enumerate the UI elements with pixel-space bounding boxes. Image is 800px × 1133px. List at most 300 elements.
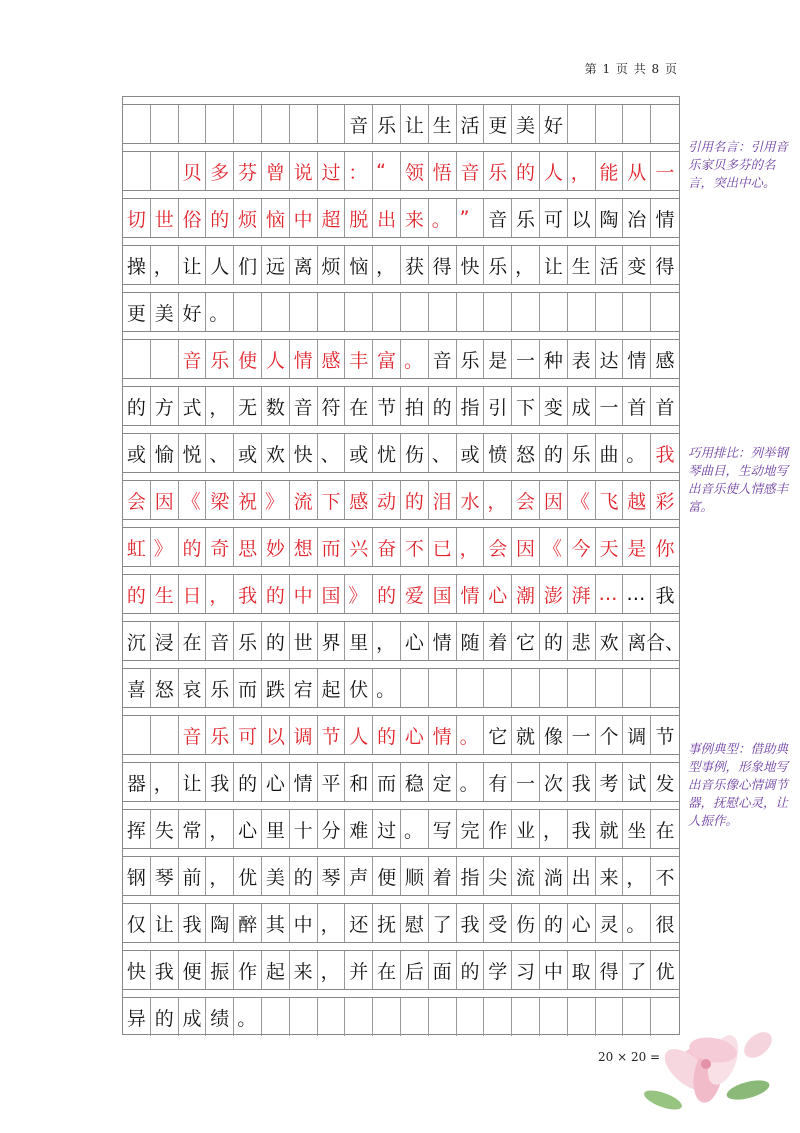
grid-cell: 音 bbox=[179, 716, 207, 754]
grid-cell: 中 bbox=[290, 904, 318, 942]
grid-cell: 。 bbox=[234, 998, 262, 1036]
grid-cell: 、 bbox=[206, 434, 234, 472]
grid-cell: ， bbox=[540, 810, 568, 848]
grid-cell: 让 bbox=[401, 105, 429, 143]
grid-cell: 世 bbox=[290, 622, 318, 660]
grid-cell: 下 bbox=[318, 481, 346, 519]
grid-cell: 分 bbox=[318, 810, 346, 848]
grid-cell: 恼 bbox=[262, 199, 290, 237]
grid-cell bbox=[484, 293, 512, 331]
grid-cell: 首 bbox=[623, 387, 651, 425]
grid-cell: 首 bbox=[655, 396, 675, 419]
grid-cell: 美 bbox=[512, 105, 540, 143]
grid-cell: 想 bbox=[290, 528, 318, 566]
grid-cell: 怒 bbox=[151, 669, 179, 707]
grid-cell: 的 bbox=[429, 387, 457, 425]
grid-cell: 乐 bbox=[484, 152, 512, 190]
grid-cell: 节 bbox=[318, 716, 346, 754]
grid-cell: 曾 bbox=[262, 152, 290, 190]
grid-cell bbox=[234, 105, 262, 143]
grid-cell: 达 bbox=[596, 340, 624, 378]
grid-row bbox=[123, 472, 679, 519]
grid-cell: 快 bbox=[457, 246, 485, 284]
grid-cell: … bbox=[623, 575, 651, 613]
grid-cell: 愤 bbox=[484, 434, 512, 472]
grid-cell: 表 bbox=[568, 340, 596, 378]
annotation-example: 事例典型：借助典型事例，形象地写出音乐像心情调节器，抚慰心灵，让人振作。 bbox=[688, 741, 789, 828]
grid-cell: 过 bbox=[373, 810, 401, 848]
grid-cell: 你 bbox=[655, 537, 675, 560]
grid-cell bbox=[429, 998, 457, 1036]
grid-cell: 欢 bbox=[596, 622, 624, 660]
grid-cell: 变 bbox=[540, 387, 568, 425]
grid-row bbox=[123, 848, 679, 895]
grid-cell: 使 bbox=[234, 340, 262, 378]
grid-cell: 顺 bbox=[401, 857, 429, 895]
grid-cell bbox=[318, 998, 346, 1036]
grid-cell: 。 bbox=[623, 904, 651, 942]
grid-cell: 泪 bbox=[429, 481, 457, 519]
grid-cell: 成 bbox=[568, 387, 596, 425]
grid-cell: 不 bbox=[655, 866, 675, 889]
grid-cell bbox=[540, 669, 568, 707]
grid-cell: 湃 bbox=[568, 575, 596, 613]
grid-cell: 在 bbox=[655, 819, 675, 842]
grid-cell: 情 bbox=[429, 716, 457, 754]
grid-cell bbox=[457, 293, 485, 331]
grid-cell: 乐 bbox=[373, 105, 401, 143]
grid-cell: 醉 bbox=[234, 904, 262, 942]
grid-cell: 伏 bbox=[345, 669, 373, 707]
grid-cell: 挥 bbox=[123, 810, 151, 848]
grid-cell: 得 bbox=[655, 255, 675, 278]
grid-cell: 的 bbox=[123, 387, 151, 425]
grid-cell: 、 bbox=[318, 434, 346, 472]
grid-cell: 快 bbox=[123, 951, 151, 989]
grid-cell bbox=[568, 293, 596, 331]
grid-cell: ， bbox=[206, 387, 234, 425]
grid-cell: 情 bbox=[655, 208, 675, 231]
grid-cell: 仅 bbox=[123, 904, 151, 942]
grid-cell: 的 bbox=[540, 434, 568, 472]
grid-cell: 动 bbox=[373, 481, 401, 519]
grid-cell: 多 bbox=[206, 152, 234, 190]
grid-cell bbox=[290, 998, 318, 1036]
grid-cell: 中 bbox=[290, 575, 318, 613]
grid-cell: 彩 bbox=[655, 490, 675, 513]
grid-cell: 一 bbox=[512, 340, 540, 378]
grid-cell: 下 bbox=[512, 387, 540, 425]
grid-cell: 感 bbox=[318, 340, 346, 378]
grid-cell: 。 bbox=[206, 293, 234, 331]
grid-cell: 过 bbox=[318, 152, 346, 190]
grid-cell: 离 bbox=[290, 246, 318, 284]
grid-cell: 界 bbox=[318, 622, 346, 660]
grid-cell: 和 bbox=[345, 763, 373, 801]
grid-cell: 更 bbox=[484, 105, 512, 143]
grid-cell: 我 bbox=[655, 584, 675, 607]
grid-cell: ， bbox=[512, 246, 540, 284]
grid-cell: 奇 bbox=[206, 528, 234, 566]
grid-cell: 的 bbox=[262, 575, 290, 613]
grid-cell: 抚 bbox=[373, 904, 401, 942]
grid-cell: 振 bbox=[206, 951, 234, 989]
grid-cell: 尖 bbox=[484, 857, 512, 895]
grid-cell: 琴 bbox=[318, 857, 346, 895]
grid-cell: 常 bbox=[179, 810, 207, 848]
grid-cell: 飞 bbox=[596, 481, 624, 519]
grid-cell: 情 bbox=[623, 340, 651, 378]
grid-cell: ， bbox=[151, 246, 179, 284]
grid-cell: 符 bbox=[318, 387, 346, 425]
grid-cell bbox=[623, 669, 651, 707]
grid-cell: 是 bbox=[484, 340, 512, 378]
grid-cell: 在 bbox=[373, 951, 401, 989]
grid-cell: 伤 bbox=[401, 434, 429, 472]
grid-cell: 情 bbox=[429, 622, 457, 660]
grid-cell: 心 bbox=[262, 763, 290, 801]
grid-cell bbox=[345, 998, 373, 1036]
grid-cell: 心 bbox=[484, 575, 512, 613]
grid-cell: 十 bbox=[290, 810, 318, 848]
grid-cell: 潮 bbox=[512, 575, 540, 613]
grid-cell: 一 bbox=[568, 716, 596, 754]
grid-cell: 它 bbox=[484, 716, 512, 754]
grid-row bbox=[123, 425, 679, 472]
grid-cell bbox=[568, 998, 596, 1036]
grid-cell: 异 bbox=[123, 998, 151, 1036]
grid-cell: 后 bbox=[401, 951, 429, 989]
grid-cell bbox=[373, 293, 401, 331]
grid-row bbox=[123, 801, 679, 848]
grid-cell: 面 bbox=[429, 951, 457, 989]
grid-cell bbox=[484, 998, 512, 1036]
grid-cell: 音 bbox=[179, 340, 207, 378]
grid-cell: 《 bbox=[568, 481, 596, 519]
grid-cell: 声 bbox=[345, 857, 373, 895]
grid-cell: 学 bbox=[484, 951, 512, 989]
grid-cell: 。 bbox=[373, 669, 401, 707]
grid-row bbox=[123, 143, 679, 190]
grid-cell: 试 bbox=[623, 763, 651, 801]
grid-cell: 感 bbox=[345, 481, 373, 519]
grid-cell: 。 bbox=[623, 434, 651, 472]
grid-cell: 国 bbox=[429, 575, 457, 613]
grid-cell: 说 bbox=[290, 152, 318, 190]
grid-cell: 很 bbox=[655, 913, 675, 936]
grid-row bbox=[123, 895, 679, 942]
grid-cell: 合、 bbox=[646, 631, 685, 654]
grid-cell: 乐 bbox=[206, 669, 234, 707]
grid-cell: 》 bbox=[262, 481, 290, 519]
grid-cell: 的 bbox=[457, 951, 485, 989]
grid-cell: 国 bbox=[318, 575, 346, 613]
grid-cell bbox=[262, 105, 290, 143]
grid-cell bbox=[401, 669, 429, 707]
grid-cell: 定 bbox=[429, 763, 457, 801]
grid-cell bbox=[345, 293, 373, 331]
grid-cell bbox=[623, 293, 651, 331]
grid-cell: 音 bbox=[345, 105, 373, 143]
grid-cell: 情 bbox=[457, 575, 485, 613]
grid-cell: 流 bbox=[290, 481, 318, 519]
grid-cell bbox=[651, 105, 679, 143]
grid-cell: 获 bbox=[401, 246, 429, 284]
grid-cell: 思 bbox=[234, 528, 262, 566]
grid-cell: 钢 bbox=[123, 857, 151, 895]
grid-cell: 们 bbox=[234, 246, 262, 284]
grid-cell: 感 bbox=[655, 349, 675, 372]
grid-cell bbox=[512, 293, 540, 331]
grid-cell: 的 bbox=[179, 528, 207, 566]
grid-cell: 作 bbox=[234, 951, 262, 989]
grid-cell: 人 bbox=[262, 340, 290, 378]
grid-cell: 芬 bbox=[234, 152, 262, 190]
grid-cell: 》 bbox=[345, 575, 373, 613]
grid-cell: 让 bbox=[179, 763, 207, 801]
grid-cell: ， bbox=[318, 904, 346, 942]
grid-cell: 忧 bbox=[373, 434, 401, 472]
annotation-parallelism: 巧用排比：列举钢琴曲目，生动地写出音乐使人情感丰富。 bbox=[688, 445, 789, 514]
grid-cell: 里 bbox=[345, 622, 373, 660]
grid-cell: 不 bbox=[401, 528, 429, 566]
grid-cell: 陶 bbox=[596, 199, 624, 237]
grid-cell: 指 bbox=[457, 857, 485, 895]
grid-cell: 心 bbox=[234, 810, 262, 848]
grid-cell: 。 bbox=[457, 716, 485, 754]
grid-cell: ， bbox=[623, 857, 651, 895]
grid-cell: 乐 bbox=[512, 199, 540, 237]
grid-cell: 以 bbox=[262, 716, 290, 754]
grid-cell: 而 bbox=[318, 528, 346, 566]
flower-decoration-icon bbox=[628, 1000, 788, 1120]
grid-cell: 的 bbox=[373, 575, 401, 613]
grid-cell bbox=[318, 293, 346, 331]
grid-cell: 。 bbox=[457, 763, 485, 801]
grid-cell: 《 bbox=[179, 481, 207, 519]
grid-cell: 沉 bbox=[123, 622, 151, 660]
grid-cell: 生 bbox=[429, 105, 457, 143]
grid-cell: 喜 bbox=[123, 669, 151, 707]
grid-cell: 式 bbox=[179, 387, 207, 425]
grid-cell bbox=[540, 293, 568, 331]
grid-cell: 情 bbox=[290, 763, 318, 801]
grid-cell: 成 bbox=[179, 998, 207, 1036]
grid-cell: 远 bbox=[262, 246, 290, 284]
grid-cell: 陶 bbox=[206, 904, 234, 942]
grid-cell: 今 bbox=[568, 528, 596, 566]
grid-cell: 的 bbox=[540, 904, 568, 942]
grid-cell bbox=[234, 293, 262, 331]
grid-cell bbox=[651, 669, 679, 707]
grid-cell: 的 bbox=[151, 998, 179, 1036]
grid-cell: 指 bbox=[457, 387, 485, 425]
grid-cell bbox=[179, 105, 207, 143]
grid-cell: 变 bbox=[623, 246, 651, 284]
grid-cell: 乐 bbox=[568, 434, 596, 472]
grid-cell bbox=[429, 669, 457, 707]
grid-cell: 更 bbox=[123, 293, 151, 331]
grid-cell: 因 bbox=[512, 528, 540, 566]
grid-row bbox=[123, 989, 679, 1036]
grid-cell bbox=[151, 716, 179, 754]
grid-cell bbox=[651, 293, 679, 331]
grid-cell: 我 bbox=[568, 810, 596, 848]
grid-cell: 人 bbox=[345, 716, 373, 754]
grid-cell: 了 bbox=[623, 951, 651, 989]
grid-cell bbox=[596, 998, 624, 1036]
grid-cell: 切 bbox=[123, 199, 151, 237]
grid-cell: 贝 bbox=[179, 152, 207, 190]
grid-cell: 是 bbox=[623, 528, 651, 566]
grid-cell: 爱 bbox=[401, 575, 429, 613]
grid-cell: 美 bbox=[262, 857, 290, 895]
grid-cell: 音 bbox=[429, 340, 457, 378]
grid-cell: ， bbox=[568, 152, 596, 190]
grid-cell: 取 bbox=[568, 951, 596, 989]
grid-cell: 而 bbox=[373, 763, 401, 801]
grid-cell bbox=[290, 293, 318, 331]
grid-cell: 完 bbox=[457, 810, 485, 848]
grid-cell: 音 bbox=[290, 387, 318, 425]
grid-cell: 《 bbox=[540, 528, 568, 566]
grid-cell: 起 bbox=[262, 951, 290, 989]
grid-cell: 出 bbox=[568, 857, 596, 895]
grid-cell: 人 bbox=[540, 152, 568, 190]
grid-cell: … bbox=[596, 575, 624, 613]
grid-row bbox=[123, 942, 679, 989]
grid-row bbox=[123, 707, 679, 754]
grid-cell: 失 bbox=[151, 810, 179, 848]
grid-cell: 或 bbox=[345, 434, 373, 472]
grid-cell bbox=[123, 340, 151, 378]
grid-cell: 得 bbox=[596, 951, 624, 989]
grid-cell: 操 bbox=[123, 246, 151, 284]
grid-cell: 越 bbox=[623, 481, 651, 519]
grid-row bbox=[123, 754, 679, 801]
grid-cell: 了 bbox=[429, 904, 457, 942]
grid-cell: 写 bbox=[429, 810, 457, 848]
grid-cell bbox=[401, 293, 429, 331]
page-indicator: 第 1 页 共 8 页 bbox=[584, 62, 678, 76]
grid-cell: 心 bbox=[568, 904, 596, 942]
grid-row bbox=[123, 519, 679, 566]
grid-cell: 我 bbox=[206, 763, 234, 801]
annotation-quote: 引用名言：引用音乐家贝多芬的名言，突出中心。 bbox=[688, 139, 789, 190]
grid-cell: 超 bbox=[318, 199, 346, 237]
grid-cell: 受 bbox=[484, 904, 512, 942]
grid-cell bbox=[262, 998, 290, 1036]
grid-cell: 出 bbox=[373, 199, 401, 237]
grid-cell: 就 bbox=[512, 716, 540, 754]
grid-cell: 发 bbox=[655, 772, 675, 795]
grid-cell: 能 bbox=[596, 152, 624, 190]
grid-cell: ， bbox=[484, 481, 512, 519]
grid-cell: 难 bbox=[345, 810, 373, 848]
grid-cell bbox=[512, 998, 540, 1036]
grid-cell: 随 bbox=[457, 622, 485, 660]
grid-cell: ” bbox=[457, 199, 485, 237]
grid-cell: 节 bbox=[655, 725, 675, 748]
grid-cell: 悲 bbox=[568, 622, 596, 660]
grid-cell: 、 bbox=[429, 434, 457, 472]
grid-cell: ， bbox=[457, 528, 485, 566]
grid-cell: 便 bbox=[179, 951, 207, 989]
grid-cell: 节 bbox=[373, 387, 401, 425]
grid-cell: 或 bbox=[234, 434, 262, 472]
grid-cell: 可 bbox=[234, 716, 262, 754]
grid-cell: 悟 bbox=[429, 152, 457, 190]
grid-cell bbox=[151, 105, 179, 143]
grid-cell: 活 bbox=[596, 246, 624, 284]
grid-cell bbox=[373, 998, 401, 1036]
grid-cell: 兴 bbox=[345, 528, 373, 566]
grid-cell: 调 bbox=[623, 716, 651, 754]
grid-row bbox=[123, 378, 679, 425]
grid-cell: 的 bbox=[290, 857, 318, 895]
grid-cell bbox=[123, 152, 151, 190]
grid-cell: 作 bbox=[484, 810, 512, 848]
grid-cell: 会 bbox=[123, 481, 151, 519]
grid-cell: 虹 bbox=[123, 528, 151, 566]
grid-row bbox=[123, 190, 679, 237]
grid-cell: 澎 bbox=[540, 575, 568, 613]
grid-cell: 其 bbox=[262, 904, 290, 942]
grid-cell: 生 bbox=[151, 575, 179, 613]
grid-cell bbox=[484, 669, 512, 707]
grid-cell: 心 bbox=[401, 716, 429, 754]
grid-cell: 里 bbox=[262, 810, 290, 848]
grid-cell bbox=[429, 293, 457, 331]
grid-cell: 琴 bbox=[151, 857, 179, 895]
grid-cell bbox=[318, 105, 346, 143]
grid-cell: 来 bbox=[401, 199, 429, 237]
grid-cell bbox=[596, 105, 624, 143]
grid-cell: 坐 bbox=[623, 810, 651, 848]
grid-cell: 领 bbox=[401, 152, 429, 190]
grid-cell: 的 bbox=[401, 481, 429, 519]
grid-cell: 心 bbox=[401, 622, 429, 660]
grid-cell: 情 bbox=[290, 340, 318, 378]
grid-cell: ， bbox=[373, 246, 401, 284]
grid-cell: 以 bbox=[568, 199, 596, 237]
grid-cell: ， bbox=[206, 857, 234, 895]
grid-cell: 灵 bbox=[596, 904, 624, 942]
grid-cell: 中 bbox=[540, 951, 568, 989]
grid-cell: 伤 bbox=[512, 904, 540, 942]
grid-cell: 个 bbox=[596, 716, 624, 754]
grid-row bbox=[123, 284, 679, 331]
grid-cell: 烦 bbox=[318, 246, 346, 284]
grid-cell: 。 bbox=[401, 810, 429, 848]
grid-cell: 悦 bbox=[179, 434, 207, 472]
grid-cell: 一 bbox=[596, 387, 624, 425]
grid-cell: ， bbox=[151, 763, 179, 801]
grid-row bbox=[123, 613, 685, 660]
grid-cell: 会 bbox=[512, 481, 540, 519]
grid-cell: 已 bbox=[429, 528, 457, 566]
grid-cell: 世 bbox=[151, 199, 179, 237]
grid-cell: 来 bbox=[290, 951, 318, 989]
grid-cell: ， bbox=[206, 575, 234, 613]
grid-cell: 一 bbox=[512, 763, 540, 801]
grid-cell: 的 bbox=[206, 199, 234, 237]
grid-cell: 次 bbox=[540, 763, 568, 801]
grid-cell: 稳 bbox=[401, 763, 429, 801]
grid-cell: 拍 bbox=[401, 387, 429, 425]
grid-cell bbox=[151, 340, 179, 378]
grid-cell: 业 bbox=[512, 810, 540, 848]
